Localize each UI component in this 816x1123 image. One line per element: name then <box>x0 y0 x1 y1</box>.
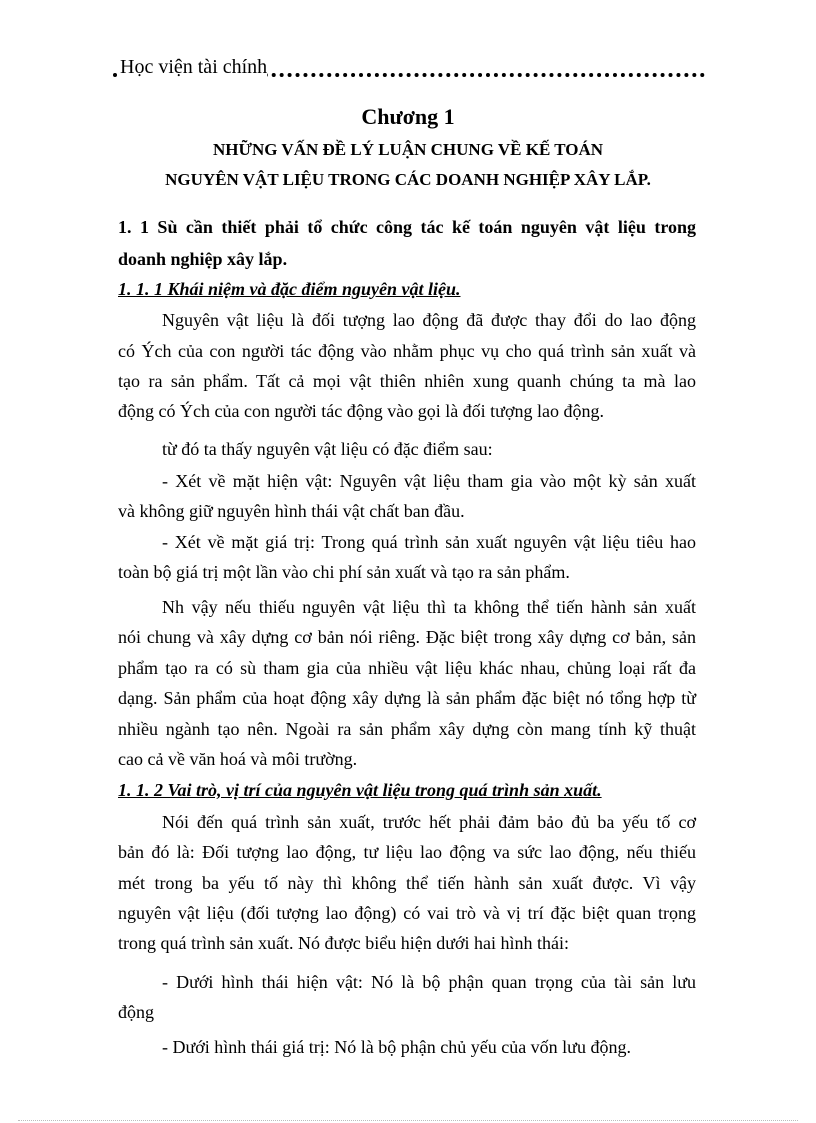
paragraph-line: - Dưới hình thái giá trị: Nó là bộ phận chủ yếu của vốn lưu động. <box>162 1037 631 1057</box>
chapter-heading-line-2: NGUYÊN VẬT LIỆU TRONG CÁC DOANH NGHIỆP XÂY LẮP. <box>165 170 651 189</box>
paragraph-line: nguyên vật liệu (đối tượng lao động) có vai trò và vị trí đặc biệt quan trọng <box>118 903 696 923</box>
paragraph-line: phẩm tạo ra có sù tham gia của nhiều vật liệu khác nhau, chủng loại rất đa <box>118 658 696 678</box>
paragraph-line: từ đó ta thấy nguyên vật liệu có đặc điểm sau: <box>162 439 493 459</box>
paragraph-line: cao cả về văn hoá và môi trường. <box>118 749 358 769</box>
section-heading-line: doanh nghiệp xây lắp. <box>118 249 288 269</box>
paragraph-line: nói chung và xây dựng cơ bản nói riêng. Đặc biệt trong xây dựng cơ bản, sản <box>118 627 696 647</box>
paragraph-line: mét trong ba yếu tố này thì không thể tiến hành sản xuất được. Vì vậy <box>118 873 696 893</box>
page-header <box>113 52 705 82</box>
subsection-heading: 1. 1. 1 Khái niệm và đặc điểm nguyên vật liệu. <box>118 279 461 299</box>
footer-dotted-rule <box>18 1120 798 1121</box>
paragraph-line: toàn bộ giá trị một lần vào chi phí sản xuất và tạo ra sản phẩm. <box>118 562 570 582</box>
subsection-heading: 1. 1. 2 Vai trò, vị trí của nguyên vật liệu trong quá trình sản xuất. <box>118 780 602 800</box>
paragraph-line: bản đó là: Đối tượng lao động, tư liệu lao động va sức lao động, nếu thiếu <box>118 842 696 862</box>
paragraph-line: dạng. Sản phẩm của hoạt động xây dựng là sản phẩm đặc biệt nó tổng hợp từ <box>118 688 696 708</box>
header-text: Học viện tài chính <box>120 52 267 82</box>
paragraph-line: - Xét về mặt hiện vật: Nguyên vật liệu tham gia vào một kỳ sản xuất <box>162 471 696 491</box>
paragraph-line: - Xét về mặt giá trị: Trong quá trình sản xuất nguyên vật liệu tiêu hao <box>162 532 696 552</box>
paragraph-line: động <box>118 1002 154 1022</box>
paragraph-line: Nói đến quá trình sản xuất, trước hết phải đảm bảo đủ ba yếu tố cơ <box>162 812 696 832</box>
paragraph-line: nhiều ngành tạo nên. Ngoài ra sản phẩm xây dựng còn mang tính kỹ thuật <box>118 719 696 739</box>
paragraph-line: Nh vậy nếu thiếu nguyên vật liệu thì ta không thể tiến hành sản xuất <box>162 597 696 617</box>
paragraph-line: động có Ých của con người tác động vào gọi là đối tượng lao động. <box>118 401 604 421</box>
paragraph-line: Nguyên vật liệu là đối tượng lao động đã được thay đổi do lao động <box>162 310 696 330</box>
chapter-heading-line-1: NHỮNG VẤN ĐỀ LÝ LUẬN CHUNG VỀ KẾ TOÁN <box>212 140 604 159</box>
section-heading-line: 1. 1 Sù cần thiết phải tổ chức công tác kế toán nguyên vật liệu trong <box>118 217 696 237</box>
paragraph-line: - Dưới hình thái hiện vật: Nó là bộ phận quan trọng của tài sản lưu <box>162 972 696 992</box>
paragraph-line: và không giữ nguyên hình thái vật chất ban đầu. <box>118 501 465 521</box>
chapter-title: Chương 1 <box>361 104 455 129</box>
paragraph-line: có Ých của con người tác động vào nhằm phục vụ cho quá trình sản xuất và <box>118 341 696 361</box>
paragraph-line: trong quá trình sản xuất. Nó được biểu hiện dưới hai hình thái: <box>118 933 569 953</box>
paragraph-line: tạo ra sản phẩm. Tất cả mọi vật thiên nhiên xung quanh chúng ta mà lao <box>118 371 696 391</box>
